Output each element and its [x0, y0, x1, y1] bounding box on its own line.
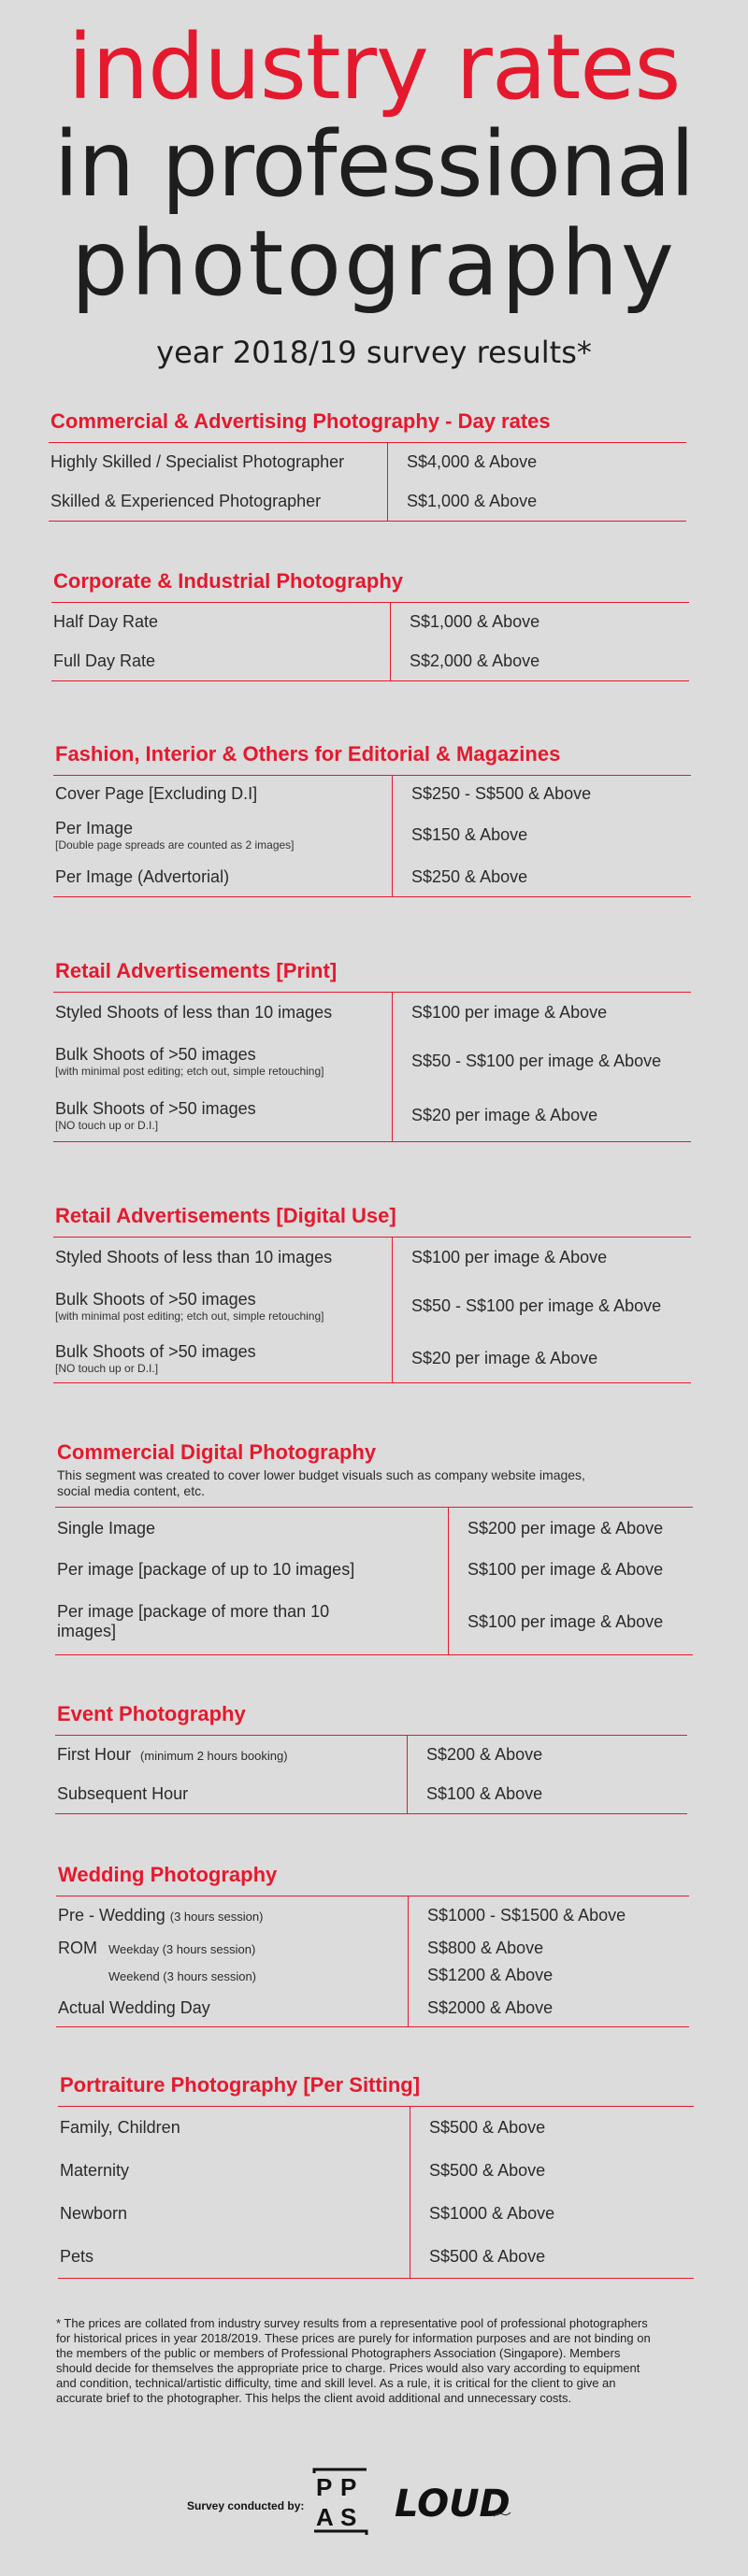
- row-label: [53, 813, 393, 858]
- row-rate: S$20 per image & Above: [411, 1105, 598, 1124]
- rate-table: [55, 1507, 693, 1655]
- table-row: [53, 858, 691, 897]
- table-row: [55, 1551, 693, 1590]
- row-rate: S$1,000 & Above: [407, 491, 538, 510]
- table-row: [55, 1775, 687, 1814]
- row-label: Highly Skilled / Specialist Photographer: [49, 443, 388, 482]
- row-label: [53, 1335, 393, 1383]
- row-label: Actual Wedding Day: [56, 1990, 409, 2027]
- row-rate: S$1000 - S$1500 & Above: [427, 1906, 626, 1925]
- headline-line-1: industry rates: [67, 15, 681, 120]
- row-label-text: Cover Page [Excluding D.I]: [55, 784, 258, 804]
- table-row: [53, 1034, 691, 1090]
- row-rate: S$1200 & Above: [427, 1966, 554, 1984]
- section-title: Event Photography: [57, 1702, 246, 1725]
- table-row: [51, 603, 689, 642]
- section-note: This segment was created to cover lower budget visuals such as company website images, social media content, etc.: [57, 1467, 585, 1498]
- row-label: Per image [package of more than 10 images]: [55, 1590, 449, 1655]
- row-label-text: Styled Shoots of less than 10 images: [55, 1003, 333, 1023]
- row-label-text: Per Image (Advertorial): [55, 866, 230, 886]
- svg-text:A: A: [316, 2503, 334, 2531]
- header: [0, 0, 748, 370]
- row-label: Half Day Rate: [51, 603, 391, 642]
- row-label: [53, 1090, 393, 1142]
- row-label-text: Pre - Wedding: [58, 1906, 165, 1925]
- table-row: [49, 482, 686, 522]
- row-label-text: ROM: [58, 1939, 97, 1957]
- table-row: [58, 2150, 694, 2193]
- row-label: [53, 1238, 393, 1279]
- loud-logo: [393, 2475, 514, 2531]
- row-label: Skilled & Experienced Photographer: [49, 482, 388, 522]
- row-rate: S$200 & Above: [426, 1745, 543, 1765]
- table-row: [53, 1335, 691, 1383]
- row-label: [53, 858, 393, 897]
- row-label: Family, Children: [58, 2107, 410, 2150]
- row-label: Full Day Rate: [51, 642, 391, 681]
- rate-table: [58, 2106, 694, 2279]
- row-rate: S$250 - S$500 & Above: [411, 784, 592, 804]
- footnote: * The prices are collated from industry survey results from a representative pool of professional photographers for historical prices in year 2018/2019. These prices are purely for information purposes and are not binding on the members of the public or members of Professional Photographers Association (Singapore). Members should decide for themselves the appropriate price to charge. Prices would also vary according to equipment and condition, technical/artistic difficulty, time and skill level. As a rule, it is critical for the client to give an accurate brief to the photographer. This helps the client avoid additional and unnecessary costs.: [56, 2316, 651, 2405]
- row-label: Pets: [58, 2236, 410, 2279]
- rate-table: [56, 1896, 689, 2027]
- section-retail-digital: [53, 1203, 691, 1383]
- row-label-text: Bulk Shoots of >50 images: [55, 1341, 256, 1361]
- table-row: [56, 1936, 689, 1962]
- row-rate: S$150 & Above: [411, 825, 528, 844]
- section-title: Wedding Photography: [58, 1863, 278, 1886]
- rate-table: [51, 602, 689, 681]
- headline-line-3: photography: [71, 211, 677, 316]
- row-label: Newborn: [58, 2193, 410, 2236]
- row-note: (minimum 2 hours booking): [140, 1749, 288, 1764]
- table-row: [56, 1896, 689, 1936]
- table-row: [53, 1279, 691, 1335]
- row-rate: S$100 per image & Above: [411, 1248, 608, 1267]
- ppas-logo: [312, 2468, 368, 2537]
- row-label-text: Bulk Shoots of >50 images: [55, 1290, 256, 1309]
- row-rate: S$50 - S$100 per image & Above: [411, 1052, 662, 1070]
- row-label-text: Per Image: [55, 819, 134, 837]
- table-row: [58, 2107, 694, 2150]
- rate-table: [53, 775, 691, 897]
- table-row: [53, 1238, 691, 1279]
- row-rate: S$500 & Above: [429, 2161, 546, 2180]
- row-label: [53, 1034, 393, 1090]
- row-rate: S$100 per image & Above: [411, 1003, 608, 1023]
- table-row: [53, 813, 691, 858]
- row-note: [Double page spreads are counted as 2 images]: [55, 838, 295, 852]
- table-row: [55, 1508, 693, 1551]
- section-event: [55, 1701, 687, 1814]
- section-corporate-industrial: [51, 568, 689, 681]
- row-note: [with minimal post editing; etch out, simple retouching]: [55, 1065, 324, 1078]
- row-label: [53, 993, 393, 1034]
- section-commercial-advertising: [49, 408, 686, 522]
- table-row: [53, 1090, 691, 1142]
- section-title: Commercial Digital Photography: [57, 1440, 377, 1464]
- section-title: Retail Advertisements [Digital Use]: [55, 1204, 396, 1227]
- table-row: [56, 1990, 689, 2027]
- section-title: Commercial & Advertising Photography - Day rates: [50, 409, 551, 433]
- section-title: Retail Advertisements [Print]: [55, 959, 338, 982]
- row-rate: S$20 per image & Above: [411, 1348, 598, 1367]
- ppas-logo-text: P: [316, 2473, 333, 2501]
- survey-label: Survey conducted by:: [187, 2499, 305, 2512]
- rate-table: [53, 992, 691, 1142]
- row-label: [53, 1279, 393, 1335]
- row-label-text: Subsequent Hour: [57, 1783, 189, 1803]
- row-note: [NO touch up or D.I.]: [55, 1361, 159, 1375]
- subtitle: year 2018/19 survey results*: [156, 335, 592, 370]
- row-rate: S$4,000 & Above: [407, 452, 538, 472]
- row-rate: S$2,000 & Above: [410, 651, 540, 670]
- section-retail-print: [53, 958, 691, 1142]
- row-rate: S$100 per image & Above: [468, 1611, 664, 1631]
- row-rate: S$50 - S$100 per image & Above: [411, 1296, 662, 1315]
- row-label: [53, 776, 393, 813]
- svg-text:LOUD: LOUD: [395, 2483, 511, 2526]
- row-label: Single Image: [55, 1508, 449, 1551]
- section-commercial-digital: [55, 1439, 693, 1655]
- row-rate: S$500 & Above: [429, 2246, 546, 2266]
- row-note: Weekday (3 hours session): [108, 1942, 256, 1956]
- row-rate: S$100 & Above: [426, 1783, 543, 1803]
- rate-table: [49, 442, 686, 522]
- table-row: [53, 993, 691, 1034]
- row-rate: S$2000 & Above: [427, 1997, 554, 2017]
- row-note: (3 hours session): [169, 1910, 264, 1925]
- row-label-text: Styled Shoots of less than 10 images: [55, 1248, 333, 1267]
- table-row: [55, 1590, 693, 1655]
- table-row: [49, 443, 686, 482]
- section-fashion-editorial: [53, 741, 691, 897]
- row-rate: S$100 per image & Above: [468, 1560, 664, 1579]
- row-label: [55, 1775, 408, 1814]
- table-row: [55, 1736, 687, 1775]
- section-title: Corporate & Industrial Photography: [53, 569, 404, 593]
- row-rate: S$1,000 & Above: [410, 612, 540, 632]
- row-label: [56, 1936, 409, 1962]
- svg-text:S: S: [340, 2503, 357, 2531]
- row-label: Maternity: [58, 2150, 410, 2193]
- svg-text:P: P: [340, 2473, 357, 2501]
- row-label: [55, 1736, 408, 1775]
- row-note: Weekend (3 hours session): [108, 1969, 257, 1983]
- table-row: [53, 776, 691, 813]
- row-rate: S$250 & Above: [411, 866, 528, 886]
- section-title: Portraiture Photography [Per Sitting]: [60, 2073, 421, 2097]
- row-rate: S$1000 & Above: [429, 2204, 555, 2223]
- table-row: [58, 2236, 694, 2279]
- rate-table: [53, 1237, 691, 1383]
- table-row: [51, 642, 689, 681]
- row-label: [56, 1896, 409, 1936]
- section-wedding: [56, 1862, 689, 2027]
- row-label-text: First Hour: [57, 1745, 132, 1765]
- rate-table: [55, 1735, 687, 1814]
- section-portraiture: [58, 2072, 694, 2279]
- table-row: [56, 1962, 689, 1990]
- row-rate: S$200 per image & Above: [468, 1519, 664, 1538]
- row-label: [56, 1962, 409, 1990]
- table-row: [58, 2193, 694, 2236]
- row-label-text: Bulk Shoots of >50 images: [55, 1098, 256, 1118]
- row-rate: S$800 & Above: [427, 1939, 544, 1957]
- row-note: [with minimal post editing; etch out, simple retouching]: [55, 1309, 324, 1323]
- row-rate: S$500 & Above: [429, 2118, 546, 2138]
- row-note: [NO touch up or D.I.]: [55, 1118, 159, 1132]
- section-title: Fashion, Interior & Others for Editorial & Magazines: [55, 742, 561, 766]
- row-label-text: Bulk Shoots of >50 images: [55, 1045, 256, 1064]
- row-label: Per image [package of up to 10 images]: [55, 1551, 449, 1590]
- headline-line-2: in professional: [53, 112, 695, 217]
